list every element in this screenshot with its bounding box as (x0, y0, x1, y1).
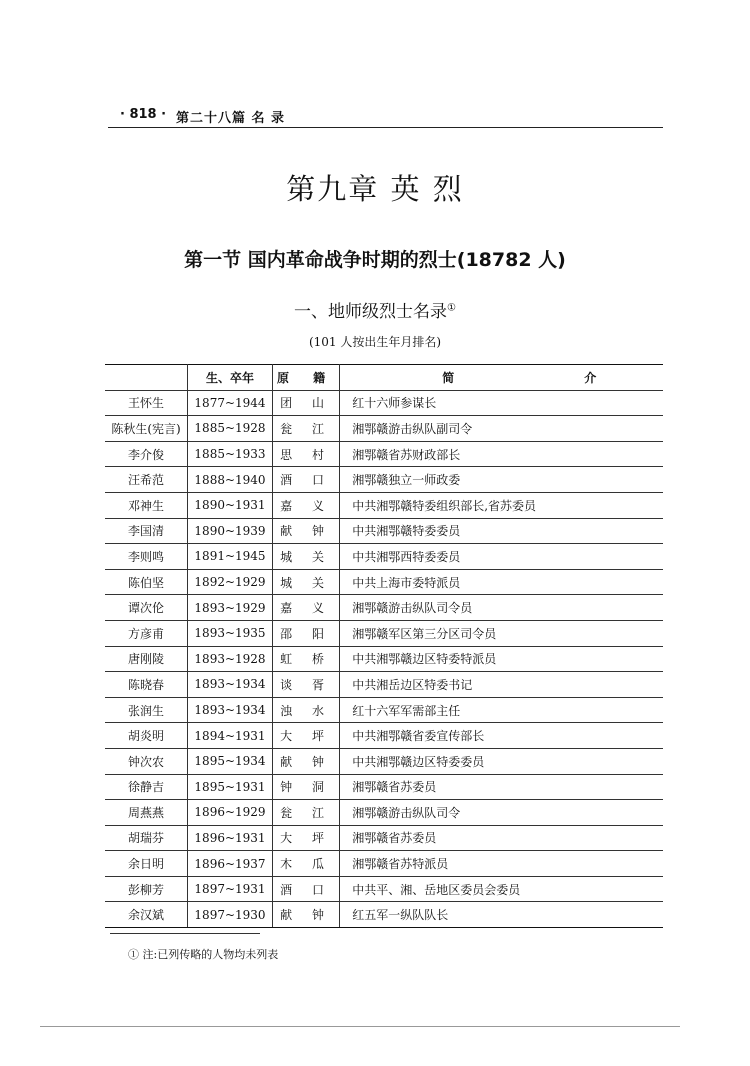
cell-bio: 湘鄂赣省苏特派员 (340, 851, 663, 877)
cell-years: 1896~1937 (188, 851, 273, 877)
footnote-marker: ① (447, 302, 456, 314)
table-row (105, 672, 663, 698)
cell-bio: 中共湘岳边区特委书记 (340, 672, 663, 698)
cell-bio: 红十六军军需部主任 (340, 697, 663, 723)
martyrs-table (105, 364, 663, 928)
cell-name: 唐刚陵 (105, 646, 188, 672)
cell-name: 余汉斌 (105, 902, 188, 928)
running-header (108, 107, 663, 127)
cell-years: 1888~1940 (188, 467, 273, 493)
footnote: ① 注:已列传略的人物均未列表 (128, 948, 279, 961)
cell-years: 1890~1939 (188, 518, 273, 544)
cell-origin: 团 山 (273, 390, 340, 416)
cell-years: 1893~1934 (188, 697, 273, 723)
page-bottom-rule (40, 1026, 680, 1027)
cell-origin: 城 关 (273, 544, 340, 570)
cell-years: 1897~1931 (188, 876, 273, 902)
cell-bio: 湘鄂赣省苏财政部长 (340, 441, 663, 467)
cell-origin: 大 坪 (273, 825, 340, 851)
running-section-title: 第二十八篇 名 录 (176, 111, 286, 126)
cell-years: 1893~1935 (188, 620, 273, 646)
cell-bio: 湘鄂赣游击纵队副司令 (340, 416, 663, 442)
cell-origin: 大 坪 (273, 723, 340, 749)
cell-years: 1895~1934 (188, 748, 273, 774)
footnote-rule (110, 933, 260, 934)
cell-origin: 献 钟 (273, 518, 340, 544)
cell-origin: 献 钟 (273, 902, 340, 928)
cell-bio: 中共湘鄂赣特委组织部长,省苏委员 (340, 492, 663, 518)
subsection-title-text: 一、地师级烈士名录 (294, 302, 448, 322)
cell-name: 胡炎明 (105, 723, 188, 749)
page-number: · 818 · (120, 107, 167, 122)
table-row (105, 723, 663, 749)
table-row (105, 825, 663, 851)
cell-name: 汪希范 (105, 467, 188, 493)
cell-years: 1877~1944 (188, 390, 273, 416)
header-bio (340, 365, 663, 391)
cell-bio: 湘鄂赣游击纵队司令员 (340, 595, 663, 621)
cell-name: 徐静吉 (105, 774, 188, 800)
cell-origin: 酒 口 (273, 876, 340, 902)
table-row (105, 748, 663, 774)
cell-name: 陈秋生(宪言) (105, 416, 188, 442)
table-row (105, 620, 663, 646)
header-bio-left: 简 (442, 370, 455, 385)
cell-name: 李则鸣 (105, 544, 188, 570)
table-row (105, 646, 663, 672)
cell-bio: 中共湘鄂赣特委委员 (340, 518, 663, 544)
table-row (105, 544, 663, 570)
cell-name: 方彦甫 (105, 620, 188, 646)
cell-bio: 中共上海市委特派员 (340, 569, 663, 595)
cell-bio: 中共湘鄂西特委委员 (340, 544, 663, 570)
header-name (105, 365, 188, 391)
cell-name: 王怀生 (105, 390, 188, 416)
cell-origin: 瓮 江 (273, 416, 340, 442)
header-years: 生、卒年 (188, 365, 273, 391)
table-header-row (105, 365, 663, 391)
cell-bio: 红十六师参谋长 (340, 390, 663, 416)
cell-bio: 湘鄂赣军区第三分区司令员 (340, 620, 663, 646)
cell-origin: 献 钟 (273, 748, 340, 774)
cell-years: 1885~1933 (188, 441, 273, 467)
cell-years: 1897~1930 (188, 902, 273, 928)
cell-name: 彭柳芳 (105, 876, 188, 902)
cell-bio: 湘鄂赣游击纵队司令 (340, 800, 663, 826)
cell-name: 钟次农 (105, 748, 188, 774)
table-row (105, 467, 663, 493)
cell-origin: 瓮 江 (273, 800, 340, 826)
table-row (105, 518, 663, 544)
cell-years: 1885~1928 (188, 416, 273, 442)
cell-name: 周燕燕 (105, 800, 188, 826)
table-row (105, 876, 663, 902)
cell-origin: 虹 桥 (273, 646, 340, 672)
table-row (105, 697, 663, 723)
cell-name: 陈晓春 (105, 672, 188, 698)
table-row (105, 800, 663, 826)
cell-years: 1893~1928 (188, 646, 273, 672)
cell-years: 1896~1929 (188, 800, 273, 826)
table-row (105, 441, 663, 467)
cell-years: 1893~1929 (188, 595, 273, 621)
table-row (105, 390, 663, 416)
cell-bio: 中共湘鄂赣边区特委委员 (340, 748, 663, 774)
cell-years: 1891~1945 (188, 544, 273, 570)
cell-name: 李介俊 (105, 441, 188, 467)
cell-bio: 湘鄂赣省苏委员 (340, 825, 663, 851)
cell-name: 胡瑞芬 (105, 825, 188, 851)
chapter-title: 第九章 英 烈 (286, 172, 464, 206)
table-row (105, 595, 663, 621)
cell-name: 陈伯坚 (105, 569, 188, 595)
cell-name: 邓神生 (105, 492, 188, 518)
cell-years: 1895~1931 (188, 774, 273, 800)
table-row (105, 774, 663, 800)
cell-origin: 酒 口 (273, 467, 340, 493)
cell-bio: 红五军一纵队队长 (340, 902, 663, 928)
cell-years: 1894~1931 (188, 723, 273, 749)
cell-years: 1892~1929 (188, 569, 273, 595)
table-row (105, 416, 663, 442)
cell-origin: 木 瓜 (273, 851, 340, 877)
cell-name: 余日明 (105, 851, 188, 877)
cell-bio: 中共湘鄂赣边区特委特派员 (340, 646, 663, 672)
cell-name: 李国清 (105, 518, 188, 544)
subsection-note: (101 人按出生年月排名) (308, 335, 442, 349)
table-row (105, 492, 663, 518)
cell-origin: 嘉 义 (273, 492, 340, 518)
table-row (105, 902, 663, 928)
table-row (105, 569, 663, 595)
header-origin: 原 籍 (273, 365, 340, 391)
cell-years: 1896~1931 (188, 825, 273, 851)
cell-origin: 浊 水 (273, 697, 340, 723)
cell-origin: 城 关 (273, 569, 340, 595)
cell-origin: 谈 胥 (273, 672, 340, 698)
subsection-title (0, 297, 750, 322)
header-bio-right: 介 (584, 370, 597, 385)
cell-years: 1890~1931 (188, 492, 273, 518)
cell-name: 谭次伦 (105, 595, 188, 621)
cell-origin: 邵 阳 (273, 620, 340, 646)
cell-bio: 湘鄂赣独立一师政委 (340, 467, 663, 493)
cell-bio: 中共湘鄂赣省委宣传部长 (340, 723, 663, 749)
table-body (105, 390, 663, 927)
cell-bio: 湘鄂赣省苏委员 (340, 774, 663, 800)
cell-name: 张润生 (105, 697, 188, 723)
cell-origin: 钟 洞 (273, 774, 340, 800)
cell-years: 1893~1934 (188, 672, 273, 698)
cell-origin: 嘉 义 (273, 595, 340, 621)
cell-origin: 思 村 (273, 441, 340, 467)
cell-bio: 中共平、湘、岳地区委员会委员 (340, 876, 663, 902)
section-title: 第一节 国内革命战争时期的烈士(18782 人) (184, 249, 566, 271)
header-rule (108, 127, 663, 128)
table-row (105, 851, 663, 877)
